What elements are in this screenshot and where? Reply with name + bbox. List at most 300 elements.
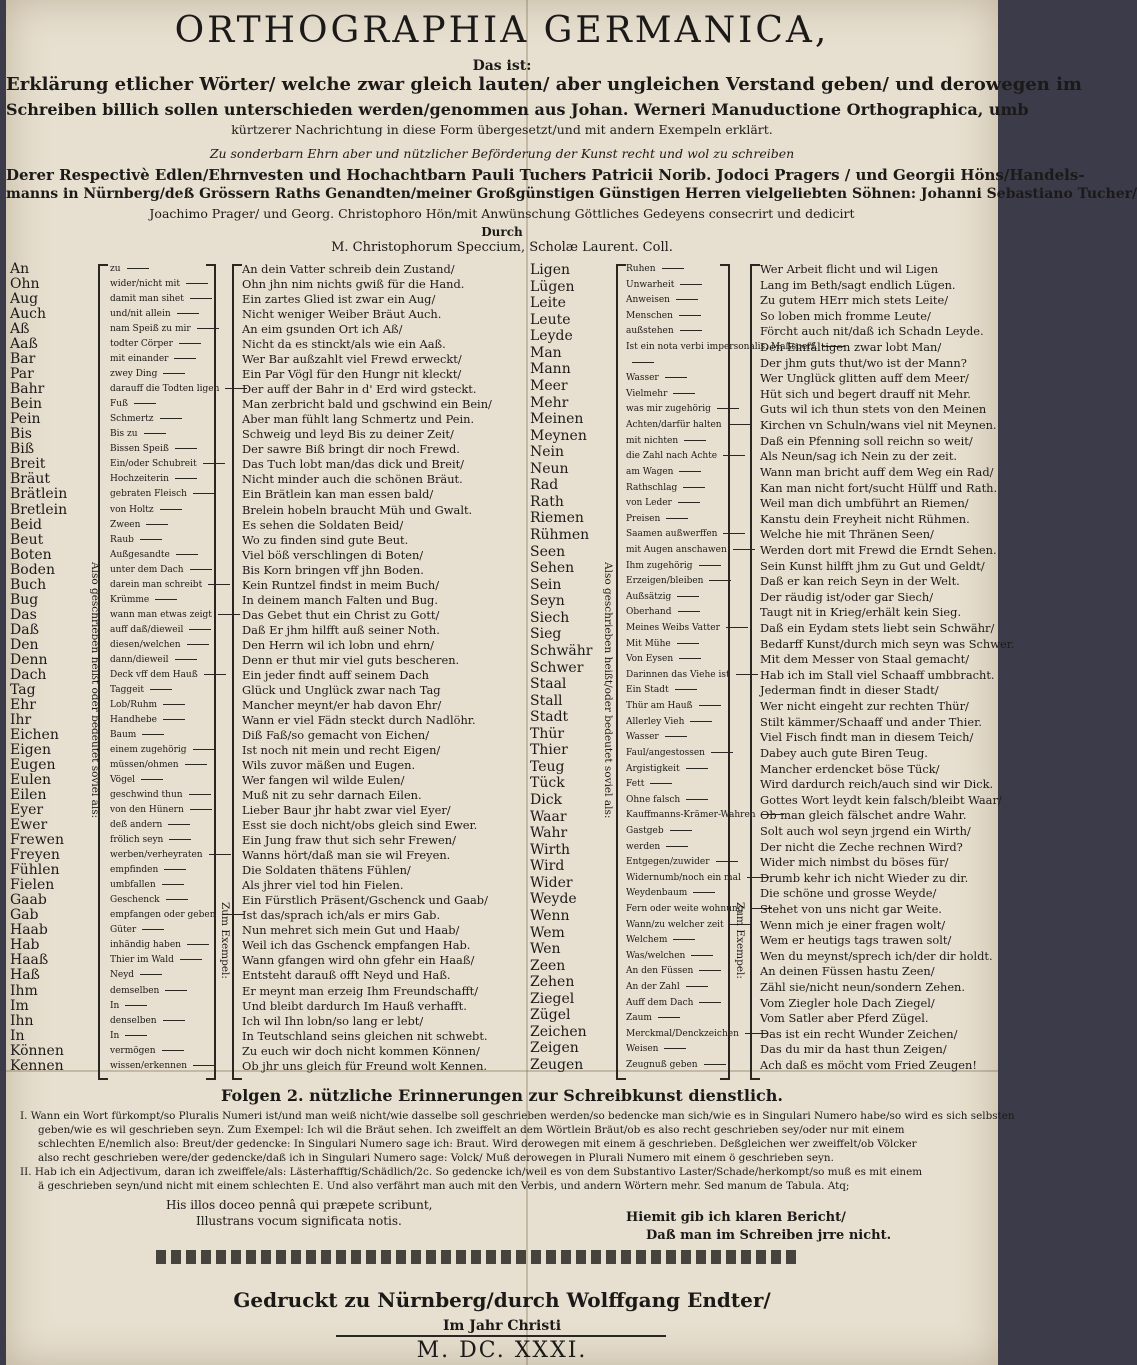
word-entry: Par bbox=[10, 366, 34, 383]
definition-entry bbox=[626, 356, 730, 372]
definition-entry: von Leder bbox=[626, 496, 730, 512]
word-entry: Eulen bbox=[10, 772, 52, 789]
word-entry: Boten bbox=[10, 546, 52, 563]
definition-entry: zwey Ding bbox=[110, 367, 220, 382]
year-rule bbox=[336, 1335, 666, 1337]
example-verse: Ach daß es möcht vom Fried Zeugen! bbox=[760, 1058, 977, 1073]
remark-line-5: II. Hab ich ein Adjectivum, daran ich zweiffele/als: Lästerhafftig/Schädlich/2c. So gedencke ich/weil es von dem Substantivo Laster/Schade/herkompt/so muß es mit einem bbox=[20, 1166, 923, 1178]
remark-line-1: I. Wann ein Wort fürkompt/so Pluralis Numeri ist/und man weiß nicht/wie dasselbe soll geschrieben werden/so bedencke man sich/wie es in Singulari Numero habe/so wird es sich selbsten bbox=[20, 1110, 1015, 1122]
word-entry: Biß bbox=[10, 441, 35, 458]
word-entry: Staal bbox=[530, 676, 567, 693]
example-verse: Denn er thut mir viel guts bescheren. bbox=[242, 652, 460, 667]
left-example-label: Zum Exempel: bbox=[219, 902, 231, 979]
example-verse: Hab ich im Stall viel Schaaff umbbracht. bbox=[760, 667, 995, 682]
right-side-label: Also geschrieben heißt/oder bedeutet soviel als: bbox=[602, 562, 614, 819]
definition-entry: Ein/oder Schubreit bbox=[110, 457, 220, 472]
latin-line-1: His illos doceo pennâ qui præpete scribunt, bbox=[166, 1198, 433, 1212]
example-verse: An eim gsunden Ort ich Aß/ bbox=[242, 322, 403, 337]
example-verse: Brelein hobeln braucht Müh und Gwalt. bbox=[242, 502, 473, 517]
definition-entry: Von Eysen bbox=[626, 652, 730, 668]
example-verse: Den Einfältigen zwar lobt Man/ bbox=[760, 340, 942, 355]
definition-entry: damit man sihet bbox=[110, 292, 220, 307]
example-verse: An dein Vatter schreib dein Zustand/ bbox=[242, 262, 455, 276]
example-verse: Das Gebet thut ein Christ zu Gott/ bbox=[242, 607, 440, 622]
word-entry: Im bbox=[10, 997, 29, 1014]
definition-entry: frölich seyn bbox=[110, 833, 220, 848]
example-verse: Er meynt man erzeig Ihm Freundschafft/ bbox=[242, 983, 479, 998]
definition-entry: empfinden bbox=[110, 863, 220, 878]
definition-entry: Ruhen bbox=[626, 262, 730, 278]
example-verse: Bedarff Kunst/durch mich seyn was Schwer. bbox=[760, 636, 1015, 651]
word-entry: Teug bbox=[530, 758, 565, 775]
definition-entry: In bbox=[110, 999, 220, 1014]
word-entry: Buch bbox=[10, 576, 47, 593]
definition-entry: was mir zugehörig bbox=[626, 402, 730, 418]
remark-line-4: also recht geschrieben were/der gedencke/daß ich in Singulari Numero sage: Volck/ Muß derowegen in Plurali Numero mit einem ö geschrieben seyn. bbox=[38, 1152, 834, 1164]
definition-entry: die Zahl nach Achte bbox=[626, 449, 730, 465]
word-entry: Wen bbox=[530, 941, 561, 958]
word-entry: In bbox=[10, 1027, 25, 1044]
definition-entry: auff daß/dieweil bbox=[110, 623, 220, 638]
word-entry: Pein bbox=[10, 411, 41, 428]
definition-entry: darein man schreibt bbox=[110, 578, 220, 593]
word-entry: Rad bbox=[530, 477, 559, 494]
word-entry: Eigen bbox=[10, 742, 51, 758]
word-entry: Ihn bbox=[10, 1012, 34, 1029]
word-entry: Das bbox=[10, 606, 37, 623]
word-entry: Lügen bbox=[530, 278, 575, 295]
word-entry: Zeugen bbox=[530, 1057, 584, 1073]
example-verse: Ob jhr uns gleich für Freund wolt Kennen. bbox=[242, 1058, 488, 1073]
word-entry: Siech bbox=[530, 609, 570, 626]
example-verse: Nun mehret sich mein Gut und Haab/ bbox=[242, 923, 460, 938]
heading-line-4: Zu sonderbarn Ehrn aber und nützlicher Beförderung der Kunst recht und wol zu schreiben bbox=[209, 146, 795, 161]
word-entry: Haß bbox=[10, 967, 40, 984]
definition-entry: Außsätzig bbox=[626, 590, 730, 606]
closing-line-1: Hiemit gib ich klaren Bericht/ bbox=[626, 1210, 846, 1225]
word-entry: Fühlen bbox=[10, 862, 60, 879]
definition-entry: Zween bbox=[110, 518, 220, 533]
definition-entry: werben/verheyraten bbox=[110, 848, 220, 863]
word-entry: Ehr bbox=[10, 696, 36, 713]
definition-entry: Wasser bbox=[626, 730, 730, 746]
definition-entry: Neyd bbox=[110, 968, 220, 983]
word-entry: Wirth bbox=[530, 841, 570, 858]
definition-entry: Schmertz bbox=[110, 412, 220, 427]
left-bracket-close bbox=[206, 264, 216, 1080]
word-entry: Denn bbox=[10, 651, 48, 668]
definition-entry: Kauffmanns-Krämer-Wahren bbox=[626, 808, 730, 824]
example-verse: Kirchen vn Schuln/wans viel nit Meynen. bbox=[760, 418, 997, 433]
word-entry: Ziegel bbox=[530, 990, 575, 1007]
example-verse: Dabey auch gute Biren Teug. bbox=[760, 745, 928, 760]
example-verse: Entsteht darauß offt Neyd und Haß. bbox=[242, 968, 451, 983]
definition-entry: Anweisen bbox=[626, 293, 730, 309]
example-verse: Kanstu dein Freyheit nicht Rühmen. bbox=[760, 511, 970, 526]
definition-entry: Argistigkeit bbox=[626, 762, 730, 778]
definition-entry: denselben bbox=[110, 1014, 220, 1029]
example-verse: Wer nicht eingeht zur rechten Thür/ bbox=[760, 699, 969, 714]
definition-entry: Merckmal/Denckzeichen bbox=[626, 1027, 730, 1043]
word-entry: Schwer bbox=[530, 659, 584, 676]
word-entry: Nein bbox=[530, 444, 565, 461]
definition-entry: Vielmehr bbox=[626, 387, 730, 403]
definition-entry: Gastgeb bbox=[626, 824, 730, 840]
definition-entry: müssen/ohmen bbox=[110, 758, 220, 773]
definition-entry: diesen/welchen bbox=[110, 638, 220, 653]
definition-entry: vermögen bbox=[110, 1044, 220, 1059]
definition-entry: Auff dem Dach bbox=[626, 996, 730, 1012]
word-entry: Riemen bbox=[530, 510, 584, 527]
definition-entry: und/nit allein bbox=[110, 307, 220, 322]
remark-line-6: ä geschrieben seyn/und nicht mit einem schlechten E. Und also verfährt man auch mit den Verbis, und andern Wörtern mehr. Sed manum de Tabula. Atq; bbox=[38, 1180, 850, 1192]
broadsheet bbox=[6, 0, 1137, 1365]
word-entry: Eyer bbox=[10, 802, 44, 819]
example-verse: Drumb kehr ich nicht Wieder zu dir. bbox=[760, 870, 969, 885]
definition-entry: Faul/angestossen bbox=[626, 746, 730, 762]
definition-entry: gebraten Fleisch bbox=[110, 487, 220, 502]
example-verse: So loben mich fromme Leute/ bbox=[760, 308, 931, 323]
word-entry: Wahr bbox=[530, 825, 568, 842]
example-verse: Aber man fühlt lang Schmertz und Pein. bbox=[242, 412, 475, 427]
word-entry: Zeen bbox=[530, 957, 566, 974]
definition-entry: todter Cörper bbox=[110, 337, 220, 352]
das-ist: Das ist: bbox=[472, 58, 532, 74]
example-verse: Schweig und leyd Bis zu deiner Zeit/ bbox=[242, 427, 454, 442]
example-verse: Vom Satler aber Pferd Zügel. bbox=[760, 1011, 929, 1026]
word-entry: Gab bbox=[10, 907, 39, 924]
example-verse: Wird dardurch reich/auch sind wir Dick. bbox=[760, 777, 994, 792]
example-verse: Glück und Unglück zwar nach Tag bbox=[242, 682, 441, 697]
example-verse: Nicht da es stinckt/als wie ein Aaß. bbox=[242, 337, 446, 352]
example-verse: Hüt sich und begert drauff nit Mehr. bbox=[760, 386, 971, 401]
word-entry: Aaß bbox=[10, 336, 38, 353]
example-verse: Jederman findt in dieser Stadt/ bbox=[760, 683, 939, 698]
example-verse: Als Neun/sag ich Nein zu der zeit. bbox=[760, 449, 958, 464]
word-entry: Zeigen bbox=[530, 1040, 579, 1057]
example-verse: Ein jeder findt auff seinem Dach bbox=[242, 667, 429, 682]
example-verse: Ob man gleich fälschet andre Wahr. bbox=[760, 808, 967, 823]
document-title: ORTHOGRAPHIA GERMANICA, bbox=[174, 10, 830, 51]
heading-line-3: kürtzerer Nachrichtung in diese Form übergesetzt/und mit andern Exempeln erklärt. bbox=[231, 122, 773, 137]
word-entry: Tag bbox=[10, 681, 36, 698]
word-entry: Meinen bbox=[530, 411, 584, 428]
word-entry: Beid bbox=[10, 516, 43, 533]
definition-entry: Was/welchen bbox=[626, 949, 730, 965]
example-verse: Ohn jhn nim nichts gwiß für die Hand. bbox=[242, 277, 465, 292]
word-entry: Wenn bbox=[530, 907, 570, 924]
example-verse: Wanns hört/daß man sie wil Freyen. bbox=[242, 848, 451, 863]
definition-entry: Mit Mühe bbox=[626, 637, 730, 653]
definition-entry: zu bbox=[110, 262, 220, 277]
word-entry: An bbox=[10, 261, 30, 277]
remarks-title: Folgen 2. nützliche Erinnerungen zur Schreibkunst dienstlich. bbox=[221, 1086, 783, 1105]
example-verse: Sein Kunst hilfft jhm zu Gut und Geldt/ bbox=[760, 558, 985, 573]
example-verse: Wer Unglück glitten auff dem Meer/ bbox=[760, 371, 969, 386]
example-verse: Wer fangen wil wilde Eulen/ bbox=[242, 773, 405, 788]
word-entry: Bretlein bbox=[10, 501, 68, 518]
word-entry: Kennen bbox=[10, 1057, 64, 1074]
example-verse: Wem er heutigs tags trawen solt/ bbox=[760, 933, 952, 948]
word-entry: Dach bbox=[10, 666, 47, 683]
definition-entry: Ein Stadt bbox=[626, 683, 730, 699]
example-verse: Esst sie doch nicht/obs gleich sind Ewer. bbox=[242, 818, 478, 833]
example-verse: Muß nit zu sehr darnach Eilen. bbox=[242, 788, 422, 803]
word-entry: Ligen bbox=[530, 262, 571, 278]
example-verse: Vom Ziegler hole Dach Ziegel/ bbox=[760, 995, 935, 1010]
word-entry: Wider bbox=[530, 874, 573, 891]
word-entry: Thür bbox=[530, 725, 565, 742]
definition-entry: Entgegen/zuwider bbox=[626, 855, 730, 871]
right-example-label: Zum Exempel: bbox=[734, 902, 746, 979]
word-entry: Daß bbox=[10, 621, 39, 638]
word-entry: Leute bbox=[530, 311, 571, 328]
heading-line-2: Schreiben billich sollen unterschieden werden/genommen aus Johan. Werneri Manuductione Orthographica, umb bbox=[6, 100, 1029, 119]
word-entry: Haab bbox=[10, 922, 48, 939]
definition-entry: wann man etwas zeigt bbox=[110, 608, 220, 623]
definition-entry: von den Hünern bbox=[110, 803, 220, 818]
left-words-column bbox=[10, 262, 78, 1074]
left-examples-column bbox=[242, 262, 524, 1074]
example-verse: Lieber Baur jhr habt zwar viel Eyer/ bbox=[242, 803, 451, 818]
example-verse: Ein Par Vögl für den Hungr nit kleckt/ bbox=[242, 367, 462, 382]
left-side-label: Also geschrieben heißt oder bedeutet soviel als: bbox=[89, 562, 101, 819]
heading-line-1: Erklärung etlicher Wörter/ welche zwar gleich lauten/ aber ungleichen Verstand geben/ und derowegen im bbox=[6, 74, 1082, 95]
author: M. Christophorum Speccium, Scholæ Laurent. Coll. bbox=[331, 240, 673, 255]
definition-entry: empfangen oder geben bbox=[110, 908, 220, 923]
example-verse: Ich wil Ihn lobn/so lang er lebt/ bbox=[242, 1013, 424, 1028]
definition-entry: mit nichten bbox=[626, 434, 730, 450]
definition-entry: inhändig haben bbox=[110, 938, 220, 953]
example-verse: In Teutschland seins gleichen nit schwebt. bbox=[242, 1028, 488, 1043]
definition-entry: Welchem bbox=[626, 933, 730, 949]
definition-entry: mit einander bbox=[110, 352, 220, 367]
example-verse: Mit dem Messer von Staal gemacht/ bbox=[760, 652, 970, 667]
word-entry: Bräut bbox=[10, 471, 50, 488]
remark-line-3: schlechten E/nemlich also: Breut/der gedencke: In Singulari Numero sage ich: Braut. Wird derowegen mit einem ä geschrieben. Deßgleichen wer zweiffelt/ob Völcker bbox=[38, 1138, 917, 1150]
word-entry: Mann bbox=[530, 361, 571, 378]
example-verse: Der sawre Biß bringt dir noch Frewd. bbox=[242, 442, 460, 457]
example-verse: Den Herrn wil ich lobn und ehrn/ bbox=[242, 637, 435, 652]
example-verse: Kein Runtzel findst in meim Buch/ bbox=[242, 577, 440, 592]
example-verse: Gottes Wort leydt kein falsch/bleibt Waar/ bbox=[760, 792, 1002, 807]
definition-entry: Vögel bbox=[110, 773, 220, 788]
word-entry: Zehen bbox=[530, 974, 575, 991]
left-bracket-examples bbox=[232, 264, 242, 1080]
word-entry: Meer bbox=[530, 377, 568, 394]
remark-line-2: geben/wie es wil geschrieben seyn. Zum Exempel: Ich wil die Bräut sehen. Ich zweiffelt an dem Wörtlein Bräut/ob es also recht geschrieben sey/oder nur mit einem bbox=[38, 1124, 905, 1136]
example-verse: Mancher erdencket böse Tück/ bbox=[760, 761, 940, 776]
example-verse: Der jhm guts thut/wo ist der Mann? bbox=[760, 355, 967, 370]
definition-entry: unter dem Dach bbox=[110, 563, 220, 578]
definition-entry: Fuß bbox=[110, 397, 220, 412]
example-verse: Ein Jung fraw thut sich sehr Frewen/ bbox=[242, 833, 456, 848]
example-verse: Wann man bricht auff dem Weg ein Rad/ bbox=[760, 464, 994, 479]
example-verse: Ein Brätlein kan man essen bald/ bbox=[242, 487, 434, 502]
word-entry: Gaab bbox=[10, 892, 47, 909]
definition-entry: Ihm zugehörig bbox=[626, 559, 730, 575]
word-entry: Boden bbox=[10, 561, 55, 578]
example-verse: Förcht auch nit/daß ich Schadn Leyde. bbox=[760, 324, 984, 339]
example-verse: Guts wil ich thun stets von den Meinen bbox=[760, 402, 987, 417]
definition-entry: Deck vff dem Hauß bbox=[110, 668, 220, 683]
example-verse: Wann gfangen wird ohn gfehr ein Haaß/ bbox=[242, 953, 475, 968]
dedication-line-2: manns in Nürnberg/deß Grössern Raths Genandten/meiner Großgünstigen Günstigen Herren vielgeliebten Söhnen: Johanni Sebastiano Tucher/ bbox=[6, 186, 1137, 202]
example-verse: Wils zuvor mäßen und Eugen. bbox=[242, 758, 416, 773]
right-bracket-examples bbox=[750, 264, 760, 1080]
word-entry: Man bbox=[530, 344, 562, 361]
definition-entry: am Wagen bbox=[626, 465, 730, 481]
definition-entry: Unwarheit bbox=[626, 278, 730, 294]
example-verse: Der räudig ist/oder gar Siech/ bbox=[760, 589, 934, 604]
word-entry: Ohn bbox=[10, 276, 40, 293]
word-entry: Eichen bbox=[10, 726, 59, 743]
example-verse: Man zerbricht bald und gschwind ein Bein/ bbox=[242, 397, 492, 412]
word-entry: Wem bbox=[530, 924, 565, 941]
definition-entry: von Holtz bbox=[110, 503, 220, 518]
example-verse: Zu gutem HErr mich stets Leite/ bbox=[760, 293, 949, 308]
word-entry: Seyn bbox=[530, 593, 565, 610]
example-verse: Das du mir da hast thun Zeigen/ bbox=[760, 1042, 947, 1057]
definition-entry: Preisen bbox=[626, 512, 730, 528]
definition-entry: Handhebe bbox=[110, 713, 220, 728]
example-verse: Kan man nicht fort/sucht Hülff und Rath. bbox=[760, 480, 998, 495]
word-entry: Rath bbox=[530, 493, 564, 510]
word-entry: Bis bbox=[10, 426, 32, 443]
word-entry: Zeichen bbox=[530, 1023, 587, 1040]
word-entry: Neun bbox=[530, 460, 569, 477]
word-entry: Auch bbox=[10, 306, 46, 323]
word-entry: Brätlein bbox=[10, 486, 68, 503]
definition-entry: Bis zu bbox=[110, 427, 220, 442]
word-entry: Bein bbox=[10, 396, 43, 413]
example-verse: An deinen Füssen hastu Zeen/ bbox=[760, 964, 935, 979]
definition-entry: Erzeigen/bleiben bbox=[626, 574, 730, 590]
example-verse: Ist das/sprach ich/als er mirs Gab. bbox=[242, 908, 441, 923]
word-entry: Stadt bbox=[530, 709, 569, 726]
example-verse: Taugt nit in Krieg/erhält kein Sieg. bbox=[760, 605, 962, 620]
example-verse: Daß er kan reich Seyn in der Welt. bbox=[760, 574, 960, 589]
definition-entry: werden bbox=[626, 840, 730, 856]
example-verse: Welche hie mit Thränen Seen/ bbox=[760, 527, 934, 542]
definition-entry: Allerley Vieh bbox=[626, 715, 730, 731]
imprint: Gedruckt zu Nürnberg/durch Wolffgang Endter/ bbox=[233, 1288, 771, 1312]
example-verse: In deinem manch Falten und Bug. bbox=[242, 592, 438, 607]
definition-entry: Fett bbox=[626, 777, 730, 793]
right-bracket-open bbox=[616, 264, 626, 1080]
definition-entry: Taggeit bbox=[110, 683, 220, 698]
example-verse: Weil ich das Gschenck empfangen Hab. bbox=[242, 938, 471, 953]
word-entry: Wird bbox=[530, 858, 565, 875]
definition-entry: Baum bbox=[110, 728, 220, 743]
right-words-column bbox=[530, 262, 602, 1074]
example-verse: Bis Korn bringen vff jhn Boden. bbox=[242, 562, 424, 577]
definition-entry: einem zugehörig bbox=[110, 743, 220, 758]
definition-entry: Lob/Ruhm bbox=[110, 698, 220, 713]
right-bracket-close bbox=[720, 264, 730, 1080]
word-entry: Dick bbox=[530, 792, 563, 808]
example-verse: Daß Er jhm hilfft auß seiner Noth. bbox=[242, 622, 440, 637]
definition-entry: deß andern bbox=[110, 818, 220, 833]
word-entry: Ihm bbox=[10, 982, 38, 999]
word-entry: Ihr bbox=[10, 711, 32, 728]
definition-entry: umbfallen bbox=[110, 878, 220, 893]
definition-entry: Wasser bbox=[626, 371, 730, 387]
word-entry: Frewen bbox=[10, 832, 64, 849]
word-entry: Fielen bbox=[10, 877, 55, 894]
word-entry: Den bbox=[10, 636, 39, 653]
example-verse: Der auff der Bahr in d' Erd wird gsteckt. bbox=[242, 382, 477, 397]
word-entry: Freyen bbox=[10, 847, 60, 864]
definition-entry: Weydenbaum bbox=[626, 886, 730, 902]
example-verse: Es sehen die Soldaten Beid/ bbox=[242, 517, 404, 532]
right-examples-column bbox=[760, 262, 1015, 1074]
definition-entry: Weisen bbox=[626, 1042, 730, 1058]
example-verse: Stilt kämmer/Schaaff und ander Thier. bbox=[760, 714, 982, 729]
right-word-table bbox=[528, 262, 1015, 1074]
example-verse: Zu euch wir doch nicht kommen Können/ bbox=[242, 1043, 480, 1058]
latin-line-2: Illustrans vocum significata notis. bbox=[196, 1214, 402, 1228]
example-verse: Wen du meynst/sprech ich/der dir holdt. bbox=[760, 948, 993, 963]
definition-entry: demselben bbox=[110, 984, 220, 999]
definition-entry: nam Speiß zu mir bbox=[110, 322, 220, 337]
definition-entry: Thür am Hauß bbox=[626, 699, 730, 715]
word-entry: Bar bbox=[10, 351, 36, 368]
ornament-border bbox=[156, 1250, 796, 1264]
definition-entry: Saamen außwerffen bbox=[626, 527, 730, 543]
definition-entry: Darinnen das Viehe ist bbox=[626, 668, 730, 684]
example-verse: Viel böß verschlingen di Boten/ bbox=[242, 547, 424, 562]
word-entry: Aß bbox=[10, 321, 30, 338]
definition-entry: An den Füssen bbox=[626, 964, 730, 980]
word-entry: Schwähr bbox=[530, 642, 593, 659]
example-verse: Daß ein Eydam stets liebt sein Schwähr/ bbox=[760, 621, 995, 636]
word-entry: Beut bbox=[10, 531, 44, 548]
example-verse: Nicht weniger Weiber Bräut Auch. bbox=[242, 307, 442, 322]
example-verse: Ist noch nit mein und recht Eigen/ bbox=[242, 743, 441, 757]
definition-entry: Thier im Wald bbox=[110, 953, 220, 968]
word-entry: Mehr bbox=[530, 394, 569, 411]
example-verse: Zähl sie/nicht neun/sondern Zehen. bbox=[760, 980, 966, 995]
example-verse: Wenn mich je einer fragen wolt/ bbox=[760, 917, 946, 932]
word-entry: Sieg bbox=[530, 626, 562, 643]
definition-entry: Ohne falsch bbox=[626, 793, 730, 809]
example-verse: Ein zartes Glied ist zwar ein Aug/ bbox=[242, 292, 436, 307]
example-verse: Daß ein Pfenning soll reichn so weit/ bbox=[760, 433, 973, 448]
word-entry: Eugen bbox=[10, 757, 56, 774]
dedication-line-1: Derer Respectivè Edlen/Ehrnvesten und Hochachtbarn Pauli Tuchers Patricii Norib. Jodoci Pragers / und Georgii Höns/Handels- bbox=[6, 166, 1085, 184]
word-entry: Bahr bbox=[10, 381, 45, 398]
year-label: Im Jahr Christi bbox=[442, 1318, 562, 1334]
example-verse: Wer Arbeit flicht und wil Ligen bbox=[760, 262, 939, 276]
word-entry: Können bbox=[10, 1042, 64, 1059]
example-verse: Werden dort mit Frewd die Erndt Sehen. bbox=[760, 542, 997, 557]
example-verse: Die schöne und grosse Weyde/ bbox=[760, 886, 937, 901]
example-verse: Diß Faß/so gemacht von Eichen/ bbox=[242, 727, 430, 742]
word-entry: Meynen bbox=[530, 427, 587, 444]
example-verse: Weil man dich umbführt an Riemen/ bbox=[760, 496, 969, 511]
word-entry: Sein bbox=[530, 576, 562, 593]
definition-entry: außstehen bbox=[626, 324, 730, 340]
durch: Durch bbox=[481, 225, 523, 239]
word-entry: Stall bbox=[530, 692, 563, 709]
word-entry: Breit bbox=[10, 456, 46, 473]
definition-entry: dann/dieweil bbox=[110, 653, 220, 668]
definition-entry: An der Zahl bbox=[626, 980, 730, 996]
word-entry: Eilen bbox=[10, 787, 47, 804]
left-word-table bbox=[6, 262, 526, 1074]
definition-entry: Außgesandte bbox=[110, 548, 220, 563]
